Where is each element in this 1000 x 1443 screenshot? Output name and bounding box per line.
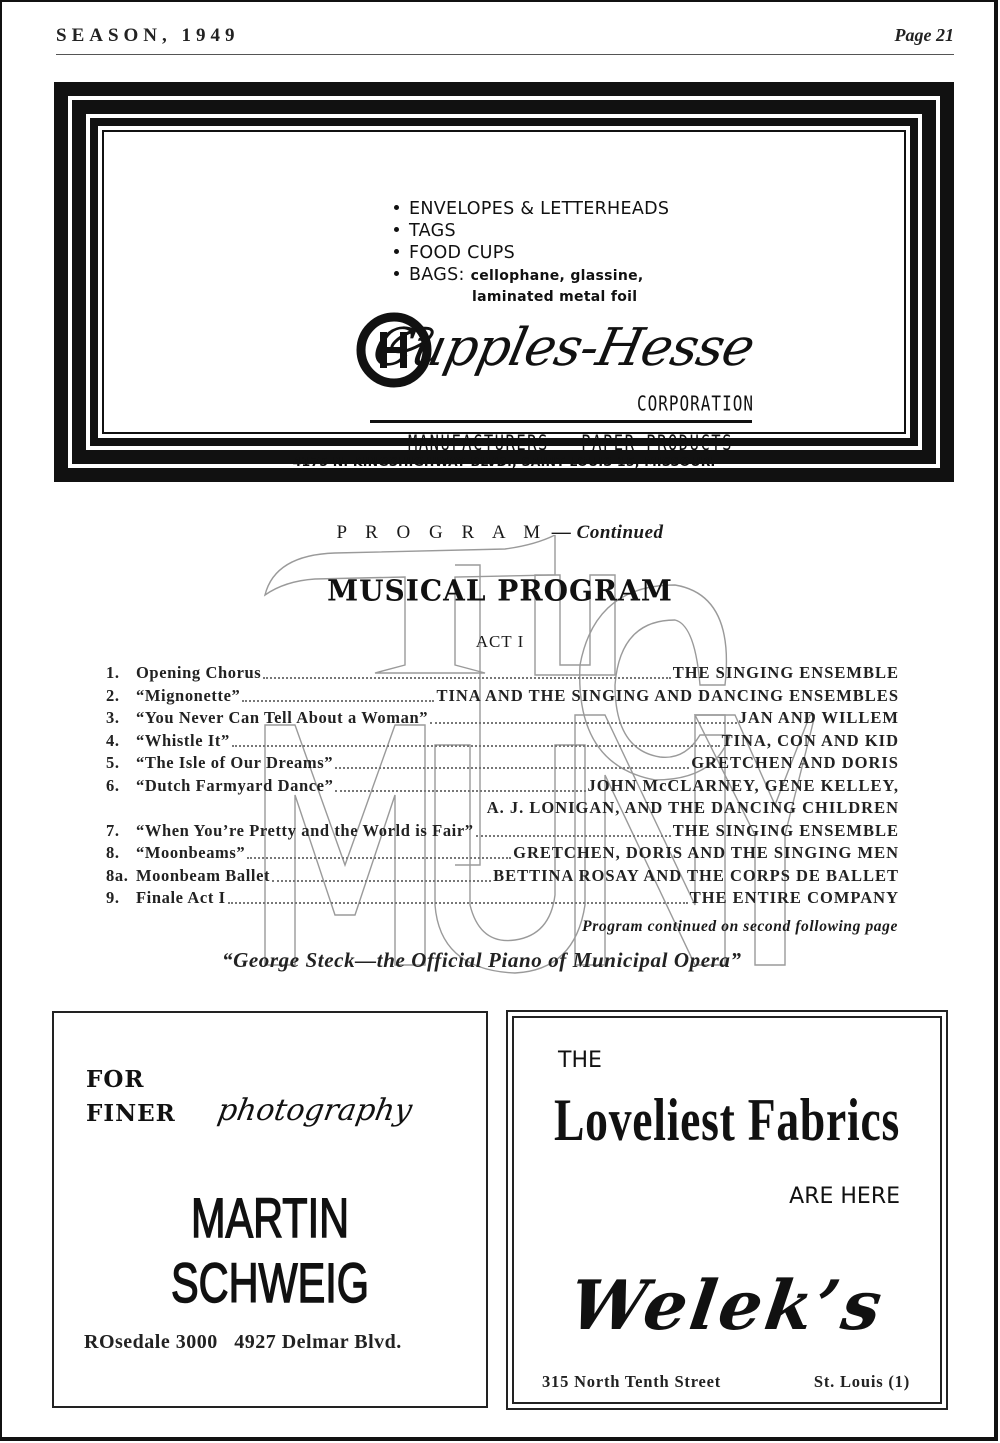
program-row: 5. “The Isle of Our Dreams” GRETCHEN AND DORIS [106, 753, 899, 772]
program-heading-main: P R O G R A M [336, 522, 548, 543]
program-row: 8. “Moonbeams” GRETCHEN, DORIS AND THE SINGING MEN [106, 843, 899, 862]
program-row: 8a. Moonbeam Ballet BETTINA ROSAY AND THE CORPS DE BALLET [106, 865, 899, 885]
are-here-text: ARE HERE [789, 1184, 900, 1209]
dot-leader [232, 745, 720, 747]
brand-corporation: CORPORATION [637, 391, 754, 416]
product-item: BAGS: cellophane, glassine, [394, 264, 669, 287]
bullet-icon [394, 271, 399, 276]
bullet-icon [394, 249, 399, 254]
dot-leader [335, 790, 585, 792]
brand-underline [370, 420, 752, 423]
martin-schweig-ad [52, 1011, 488, 1408]
program-row: 4. “Whistle It” TINA, CON AND KID [106, 730, 899, 750]
sponsor-line: “George Steck—the Official Piano of Municipal Opera” [222, 948, 742, 972]
program-row: 9. Finale Act I THE ENTIRE COMPANY [106, 888, 899, 907]
product-list [394, 198, 669, 307]
program-row-continuation: A. J. LONIGAN, AND THE DANCING CHILDREN [486, 798, 899, 817]
dot-leader [263, 677, 670, 679]
bullet-icon [394, 227, 399, 232]
product-item: ENVELOPES & LETTERHEADS [394, 198, 669, 220]
program-row: 7. “When You’re Pretty and the World is Fair” THE SINGING ENSEMBLE [106, 820, 899, 840]
store-name: Welek’s [564, 1266, 890, 1346]
program-heading [0, 522, 1000, 544]
program-row: 3. “You Never Can Tell About a Woman” JAN AND WILLEM [106, 708, 899, 727]
product-item-continuation: laminated metal foil [472, 289, 638, 305]
cupples-hesse-ad [54, 82, 954, 482]
program-row: 6. “Dutch Farmyard Dance” JOHN McCLARNEY, GENE KELLEY, [106, 775, 899, 795]
fabrics-headline: Loveliest Fabrics [554, 1087, 901, 1153]
the-text: THE [558, 1048, 602, 1073]
musical-program-title: MUSICAL PROGRAM [327, 573, 673, 608]
program-list [106, 663, 899, 911]
bullet-icon [394, 205, 399, 210]
store-city: St. Louis (1) [813, 1372, 910, 1391]
page-number: Page 21 [894, 25, 954, 45]
dot-leader [247, 857, 511, 859]
for-finer-text: FOR FINER [86, 1066, 176, 1127]
dot-leader [272, 880, 491, 882]
program-row: 1. Opening Chorus THE SINGING ENSEMBLE [106, 663, 899, 682]
act-label: ACT I [475, 632, 525, 651]
product-item: FOOD CUPS [394, 242, 669, 264]
store-street: 315 North Tenth Street [542, 1372, 722, 1391]
weleks-inner-frame [512, 1016, 942, 1404]
brand-name: Cupples-Hesse [367, 318, 760, 378]
dot-leader [335, 767, 689, 769]
dot-leader [430, 722, 737, 724]
studio-name: MARTIN SCHWEIG [171, 1186, 369, 1314]
brand-tagline: MANUFACTURERS — PAPER PRODUCTS [408, 431, 733, 456]
season-label: SEASON, 1949 [56, 25, 240, 46]
program-heading-continued: — Continued [551, 522, 664, 543]
program-row: 2. “Mignonette” TINA AND THE SINGING AND DANCING ENSEMBLES [106, 685, 899, 705]
dot-leader [228, 902, 688, 904]
studio-phone-address: ROsedale 3000 4927 Delmar Blvd. [84, 1331, 402, 1353]
continued-note: Program continued on second following page [582, 918, 898, 935]
photography-script: photography [214, 1093, 415, 1128]
product-item: TAGS [394, 220, 669, 242]
weleks-ad [506, 1010, 948, 1410]
dot-leader [242, 700, 434, 702]
dot-leader [476, 835, 671, 837]
running-header [56, 25, 954, 55]
brand-address: 4175 N. KINGSHIGHWAY BLVD., SAINT LOUIS 15, MISSOURI [292, 454, 716, 469]
frame-inner-panel [102, 130, 906, 469]
